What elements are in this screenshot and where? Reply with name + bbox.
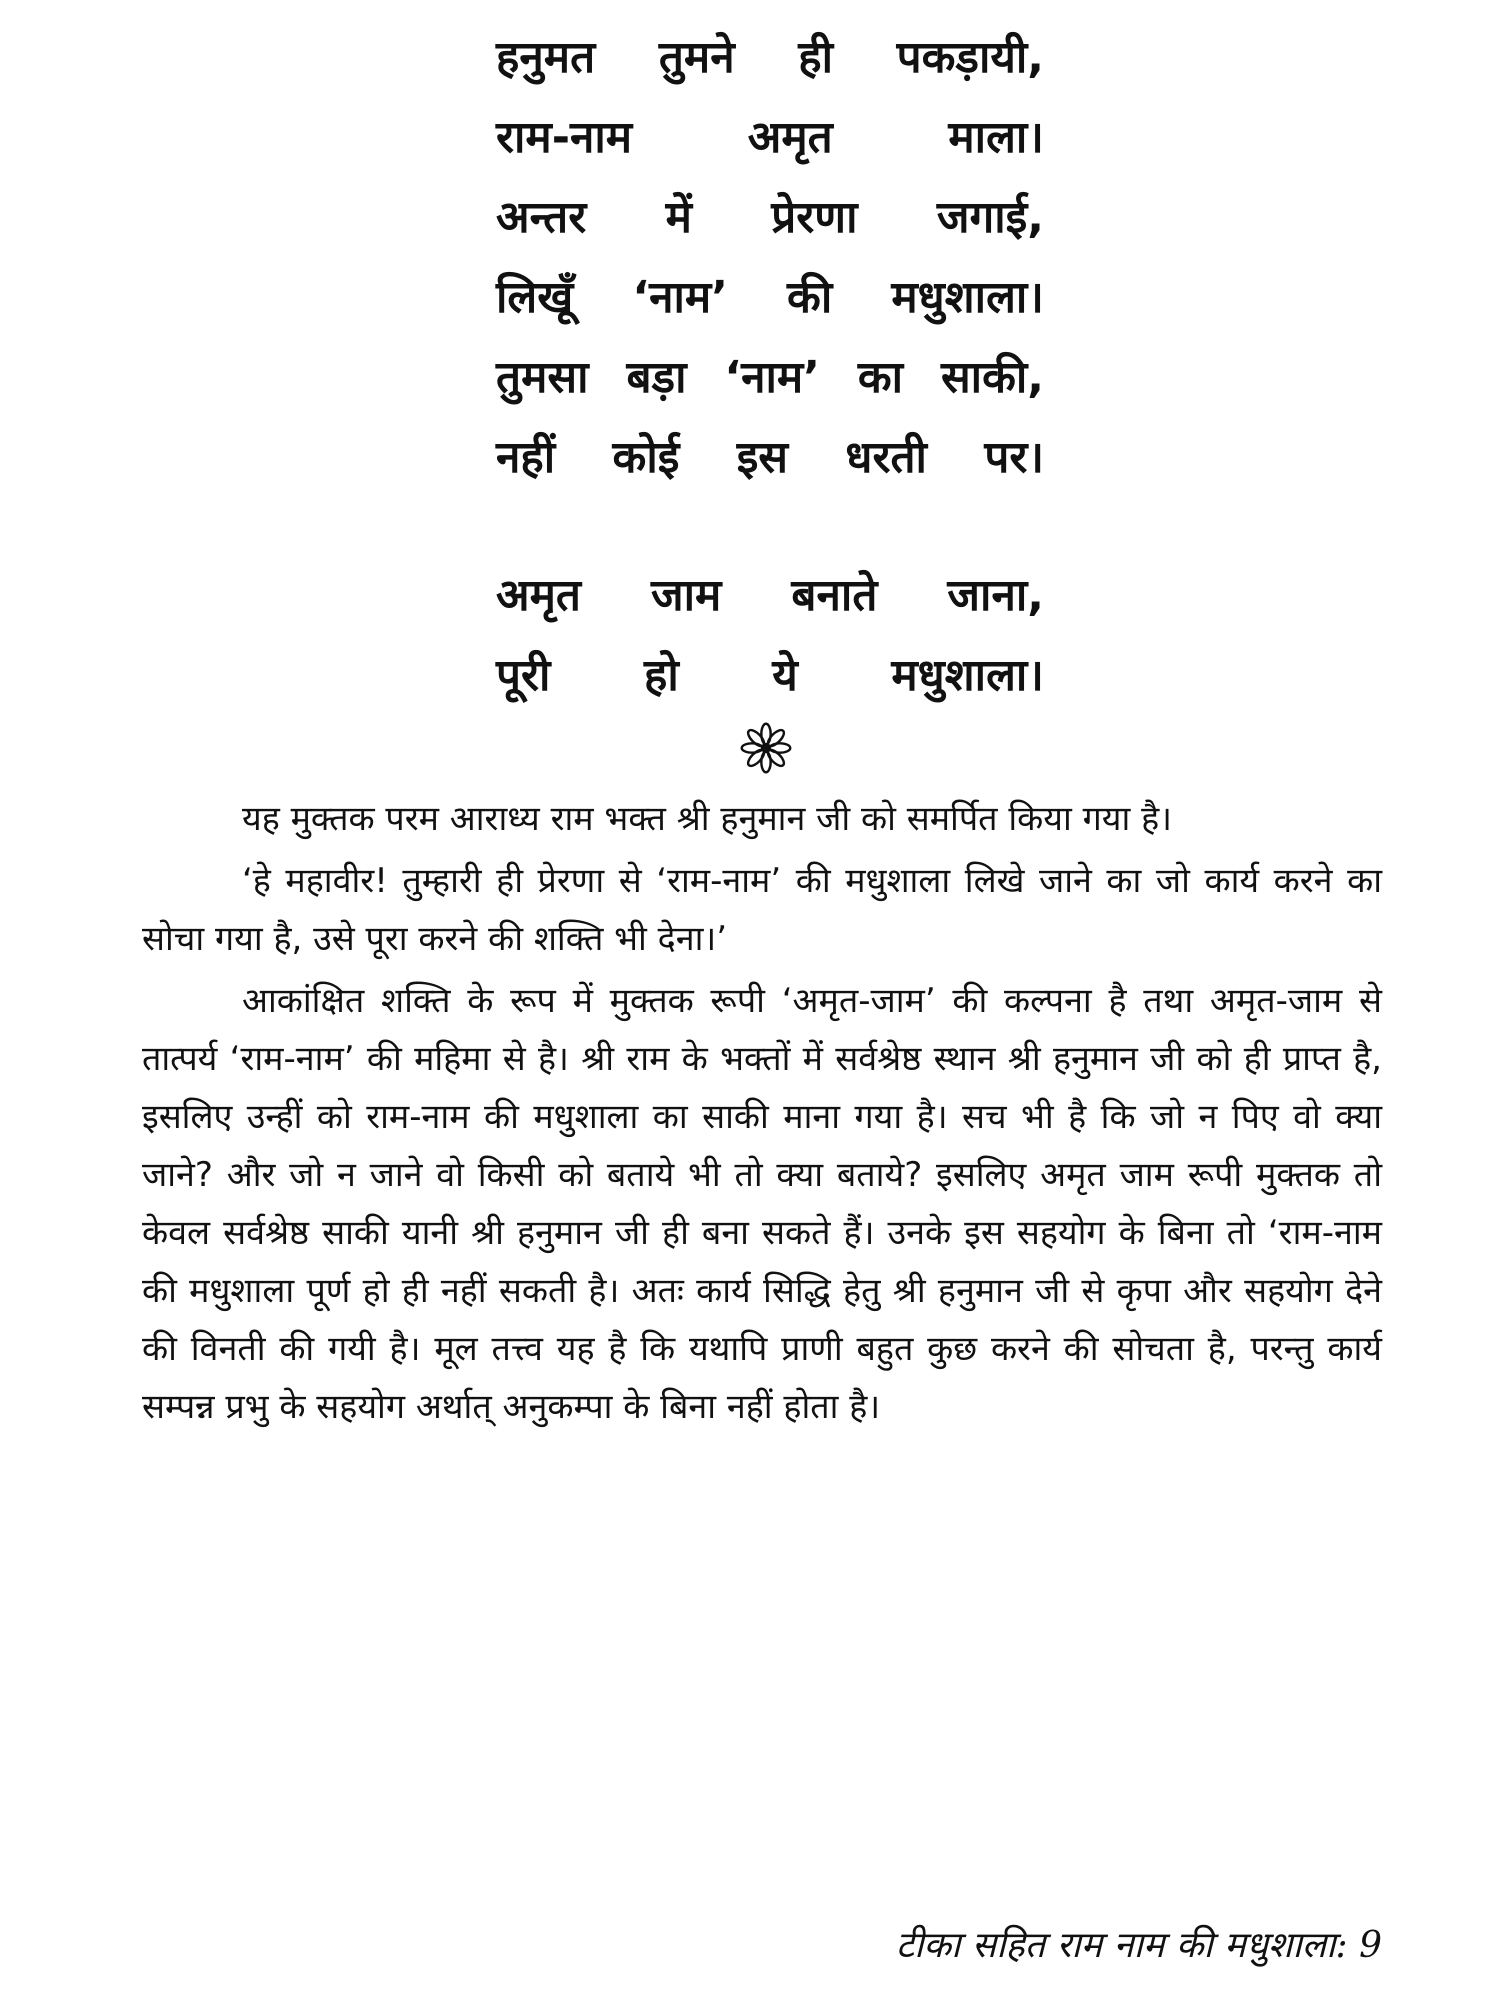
verse-word: पूरी [496, 650, 551, 701]
verse-word: ही [798, 32, 834, 83]
page-footer [896, 1922, 1382, 1970]
verse-line [496, 556, 1044, 636]
verse-word: बनाते [791, 570, 878, 621]
verse-word: जाना, [947, 570, 1044, 621]
verse-word: प्रेरणा [771, 192, 858, 243]
verse-word: लिखूँ [496, 272, 574, 323]
verse-line [496, 338, 1044, 418]
verse-line [496, 18, 1044, 98]
verse-line [496, 258, 1044, 338]
verse-word: मधुशाला। [891, 272, 1044, 323]
verse-line [496, 418, 1044, 498]
verse-word: हनुमत [496, 32, 596, 83]
verse-word: ‘नाम’ [632, 272, 728, 323]
verse-word: इस [736, 432, 789, 483]
verse-word: बड़ा [626, 352, 687, 403]
footer-page-number: 9 [1359, 1925, 1382, 1966]
commentary-paragraph-2: ‘हे महावीर! तुम्हारी ही प्रेरणा से ‘राम-नाम’ की मधुशाला लिखे जाने का जो कार्य करने का सोचा गया है, उसे पूरा करने की शक्ति भी देना।’ [142, 861, 1382, 959]
verse-word: तुमने [658, 32, 735, 83]
verse-word: का [857, 352, 904, 403]
verse-word: ये [772, 650, 798, 701]
verse-word: की [787, 272, 833, 323]
verse-word: में [665, 192, 692, 243]
flower-ornament-icon [738, 720, 794, 776]
verse-word: मधुशाला। [891, 650, 1044, 701]
verse-word: जाम [651, 570, 722, 621]
verse-stanza-2 [496, 556, 1044, 716]
verse-word: हो [643, 650, 679, 701]
verse-word: साकी, [940, 352, 1044, 403]
verse-word: जगाई, [936, 192, 1044, 243]
verse-word: कोई [612, 432, 680, 483]
verse-line [496, 636, 1044, 716]
verse-word: अमृत [496, 570, 582, 621]
verse-word: माला। [948, 112, 1044, 163]
verse-word: अन्तर [496, 192, 587, 243]
verse-word: पर। [984, 432, 1044, 483]
verse-word: नहीं [496, 432, 556, 483]
verse-word: राम-नाम [496, 112, 633, 163]
commentary-paragraph-1: यह मुक्तक परम आराध्य राम भक्त श्री हनुमान जी को समर्पित किया गया है। [242, 799, 1173, 839]
verse-line [496, 98, 1044, 178]
verse-word: ‘नाम’ [724, 352, 820, 403]
verse-word: धरती [845, 432, 927, 483]
commentary-paragraph-3: आकांक्षित शक्ति के रूप में मुक्तक रूपी ‘अमृत-जाम’ की कल्पना है तथा अमृत-जाम से तात्पर्य ‘राम-नाम’ की महिमा से है। श्री राम के भक्तों में सर्वश्रेष्ठ स्थान श्री हनुमान जी को ही प्राप्त है, इसलिए उन्हीं को राम-नाम की मधुशाला का साकी माना गया है। सच भी है कि जो न पिए वो क्या जाने? और जो न जाने वो किसी को बताये भी तो क्या बताये? इसलिए अमृत जाम रूपी मुक्तक तो केवल सर्वश्रेष्ठ साकी यानी श्री हनुमान जी ही बना सकते हैं। उनके इस सहयोग के बिना तो ‘राम-नाम की मधुशाला पूर्ण हो ही नहीं सकती है। अतः कार्य सिद्धि हेतु श्री हनुमान जी से कृपा और सहयोग देने की विनती की गयी है। मूल तत्त्व यह है कि यथापि प्राणी बहुत कुछ करने की सोचता है, परन्तु कार्य सम्पन्न प्रभु के सहयोग अर्थात् अनुकम्पा के बिना नहीं होता है। [142, 981, 1382, 1427]
verse-word: तुमसा [496, 352, 589, 403]
commentary [142, 790, 1382, 1440]
verse-stanza-1 [496, 18, 1044, 498]
verse-word: पकड़ायी, [896, 32, 1044, 83]
footer-book-title: टीका सहित राम नाम की मधुशाला: [895, 1925, 1348, 1966]
verse-line [496, 178, 1044, 258]
verse-word: अमृत [747, 112, 833, 163]
